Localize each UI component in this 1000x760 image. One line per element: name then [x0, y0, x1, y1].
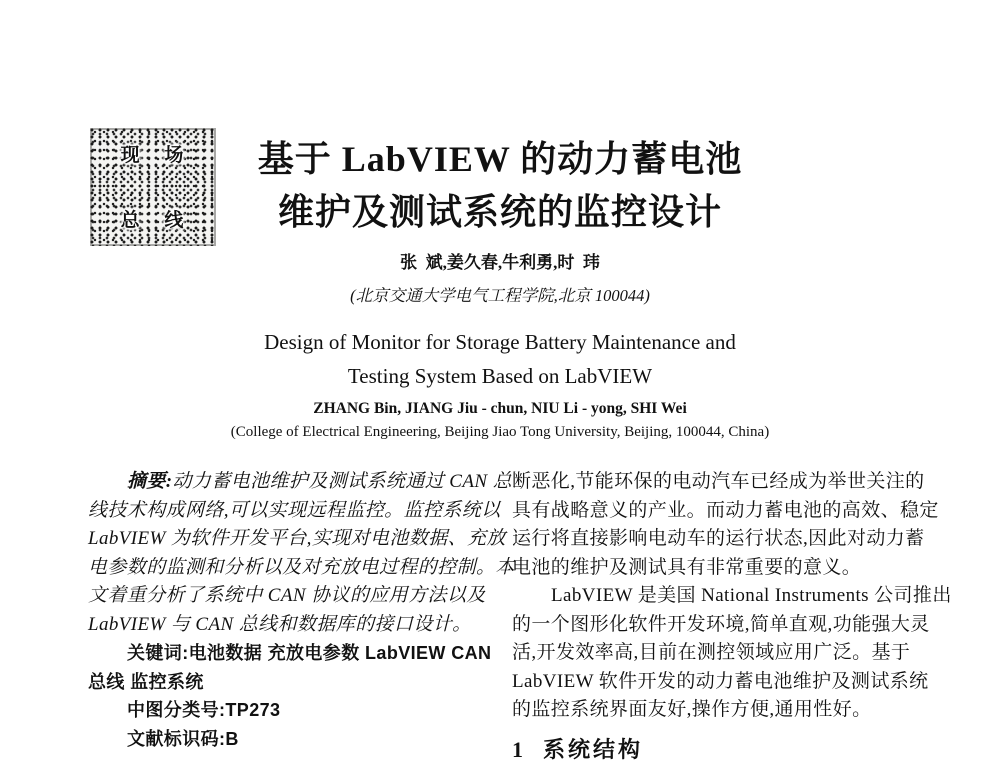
paper-title-cn-line1: 基于 LabVIEW 的动力蓄电池 — [257, 139, 743, 179]
body-line: 具有战略意义的产业。而动力蓄电池的高效、稳定 — [512, 499, 939, 521]
keywords-line — [88, 639, 492, 668]
body-line: 的监控系统界面友好,操作方便,通用性好。 — [512, 699, 872, 720]
abstract-line: LabVIEW 为软件开发平台,实现对电池数据、充放 — [88, 528, 506, 549]
body-line: LabVIEW 软件开发的动力蓄电池维护及测试系统 — [512, 670, 929, 692]
abstract-line — [88, 468, 512, 497]
authors-en: ZHANG Bin, JIANG Jiu - chun, NIU Li - yong, SHI Wei — [313, 400, 687, 417]
body-line: 活,开发效率高,目前在测控领域应用广泛。基于 — [512, 642, 911, 663]
body-line: 运行将直接影响电动车的运行状态,因此对动力蓄 — [512, 528, 925, 549]
body-line: 电池的维护及测试具有非常重要的意义。 — [512, 556, 862, 578]
body-line: 的一个图形化软件开发环境,简单直观,功能强大灵 — [512, 613, 930, 635]
keywords-label: 关键词: — [127, 643, 189, 663]
stamp-line-1: 现 场 — [120, 145, 186, 166]
document-code: 文献标识码:B — [127, 728, 239, 749]
authors-cn: 张 斌,姜久春,牛利勇,时 玮 — [400, 253, 600, 272]
abstract-line: 文着重分析了系统中 CAN 协议的应用方法以及 — [88, 585, 486, 606]
stamp-line-2: 总 线 — [120, 210, 186, 231]
abstract-line: LabVIEW 与 CAN 总线和数据库的接口设计。 — [88, 613, 472, 635]
body-line: LabVIEW 是美国 National Instruments 公司推出 — [551, 585, 952, 606]
section-heading-1: 1 系统结构 — [512, 737, 644, 760]
affiliation-en: (College of Electrical Engineering, Beijing Jiao Tong University, Beijing, 100044, China) — [230, 424, 770, 440]
right-column — [512, 468, 952, 725]
abstract-label: 摘要: — [127, 471, 173, 492]
left-column — [88, 468, 515, 753]
keywords-text: 电池数据 充放电参数 LabVIEW CAN — [188, 643, 492, 663]
keywords-line: 总线 监控系统 — [88, 671, 204, 692]
abstract-text: 动力蓄电池维护及测试系统通过 CAN 总 — [172, 471, 512, 492]
clc-number: 中图分类号:TP273 — [127, 700, 281, 720]
paper-title-en-line1: Design of Monitor for Storage Battery Maintenance and — [264, 330, 736, 354]
paper-title-en-line2: Testing System Based on LabVIEW — [347, 364, 653, 388]
paper-title-cn-line2: 维护及测试系统的监控设计 — [277, 192, 722, 232]
abstract-line: 电参数的监测和分析以及对充放电过程的控制。本 — [88, 556, 515, 578]
affiliation-cn: (北京交通大学电气工程学院,北京 100044) — [350, 286, 650, 305]
abstract-line: 线技术构成网络,可以实现远程监控。监控系统以 — [88, 499, 501, 521]
body-line: 断恶化,节能环保的电动汽车已经成为举世关注的 — [512, 471, 925, 492]
